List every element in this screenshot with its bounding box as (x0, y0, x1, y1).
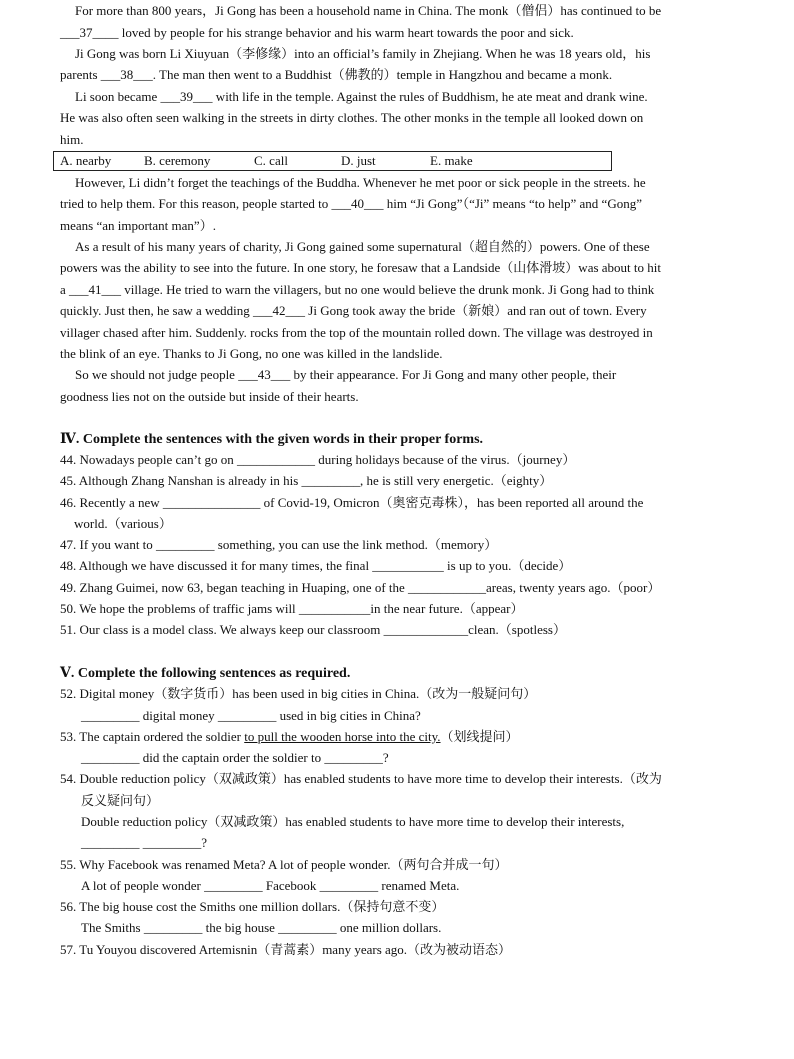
question-47: 47. If you want to _________ something, you can use the link method.（memory） (60, 537, 498, 552)
passage-line: the blink of an eye. Thanks to Ji Gong, no one was killed in the landslide. (60, 346, 443, 361)
passage-line: For more than 800 years，Ji Gong has been a household name in China. The monk（僧侣）has continued to be (75, 3, 662, 18)
question-51: 51. Our class is a model class. We always keep our classroom _____________clean.（spotless） (60, 622, 566, 637)
passage-line: parents ___38___. The man then went to a Buddhist（佛教的）temple in Hangzhou and became a monk. (60, 67, 613, 82)
passage-line: powers was the ability to see into the future. In one story, he foresaw that a Landside（山体滑坡）was about to hit (60, 260, 661, 275)
word-option: C. call (254, 153, 288, 168)
word-option: A. nearby (60, 153, 112, 168)
passage-line: ___37____ loved by people for his strange behavior and his warm heart towards the poor and sick. (60, 25, 574, 40)
question-55: 55. Why Facebook was renamed Meta? A lot of people wonder.（两句合并成一句） (60, 857, 508, 872)
question-52-answer: _________ digital money _________ used in big cities in China? (81, 708, 421, 723)
question-54-continued: 反义疑问句） (81, 793, 160, 808)
passage-line: villager chased after him. Suddenly. rocks from the top of the mountain rolled down. The village was destroyed in (60, 325, 653, 340)
word-option: D. just (341, 153, 376, 168)
word-option: B. ceremony (144, 153, 211, 168)
passage-line: Li soon became ___39___ with life in the temple. Against the rules of Buddhism, he ate meat and drank wine. (75, 89, 648, 104)
passage-line: Ji Gong was born Li Xiuyuan（李修缘）into an official’s family in Zhejiang. When he was 18 years old，his (75, 46, 651, 61)
passage-line: So we should not judge people ___43___ by their appearance. For Ji Gong and many other people, their (75, 367, 617, 382)
passage-line: As a result of his many years of charity, Ji Gong gained some supernatural（超自然的）powers. One of these (75, 239, 650, 254)
passage-line: goodness lies not on the outside but inside of their hearts. (60, 389, 359, 404)
passage-line: means “an important man”）. (60, 218, 216, 233)
question-53-answer: _________ did the captain order the soldier to _________? (81, 750, 389, 765)
question-56-answer: The Smiths _________ the big house _________ one million dollars. (81, 920, 442, 935)
passage-line: He was also often seen walking in the streets in dirty clothes. The other monks in the temple all looked down on (60, 110, 644, 125)
question-44: 44. Nowadays people can’t go on ____________ during holidays because of the virus.（journey） (60, 452, 576, 467)
passage-line: him. (60, 132, 84, 147)
question-52: 52. Digital money（数字货币）has been used in big cities in China.（改为一般疑问句） (60, 686, 537, 701)
question-53-underlined: to pull the wooden horse into the city. (244, 729, 441, 744)
question-53-text: 53. The captain ordered the soldier (60, 729, 245, 744)
passage-line: tried to help them. For this reason, people started to ___40___ him “Ji Gong”（“Ji” means “to help” and “Gong” (60, 196, 642, 211)
question-54-answer-blanks: _________ _________? (81, 835, 208, 850)
question-50: 50. We hope the problems of traffic jams will ___________in the near future.（appear） (60, 601, 524, 616)
question-53-instruction: （划线提问） (440, 729, 519, 744)
question-46: 46. Recently a new _______________ of Covid-19, Omicron（奥密克毒株），has been reported all around the (60, 495, 644, 510)
section-4-heading: Ⅳ. Complete the sentences with the given words in their proper forms. (60, 432, 484, 447)
question-53 (60, 729, 519, 745)
passage-line: However, Li didn’t forget the teachings of the Buddha. Whenever he met poor or sick people in the streets. he (75, 175, 646, 190)
question-48: 48. Although we have discussed it for many times, the final ___________ is up to you.（decide） (60, 558, 572, 573)
question-57: 57. Tu Youyou discovered Artemisnin（青蒿素）many years ago.（改为被动语态） (60, 942, 512, 957)
question-56: 56. The big house cost the Smiths one million dollars.（保持句意不变） (60, 899, 445, 914)
word-option: E. make (430, 153, 473, 168)
section-5-heading: Ⅴ. Complete the following sentences as required. (60, 666, 351, 681)
question-49: 49. Zhang Guimei, now 63, began teaching in Huaping, one of the ____________areas, twenty years ago.（poor） (60, 580, 661, 595)
question-46-continued: world.（various） (74, 516, 172, 531)
question-55-answer: A lot of people wonder _________ Facebook _________ renamed Meta. (81, 878, 460, 893)
passage-line: a ___41___ village. He tried to warn the villagers, but no one would believe the drunk monk. Ji Gong had to think (60, 282, 655, 297)
question-45: 45. Although Zhang Nanshan is already in his _________, he is still very energetic.（eighty） (60, 473, 553, 488)
question-54-answer: Double reduction policy（双减政策）has enabled students to have more time to develop their interests, (81, 814, 625, 829)
passage-line: quickly. Just then, he saw a wedding ___42___ Ji Gong took away the bride（新娘）and ran out of town. Every (60, 303, 647, 318)
word-bank-box (53, 151, 612, 171)
question-54: 54. Double reduction policy（双减政策）has enabled students to have more time to develop their interests.（改为 (60, 771, 662, 786)
